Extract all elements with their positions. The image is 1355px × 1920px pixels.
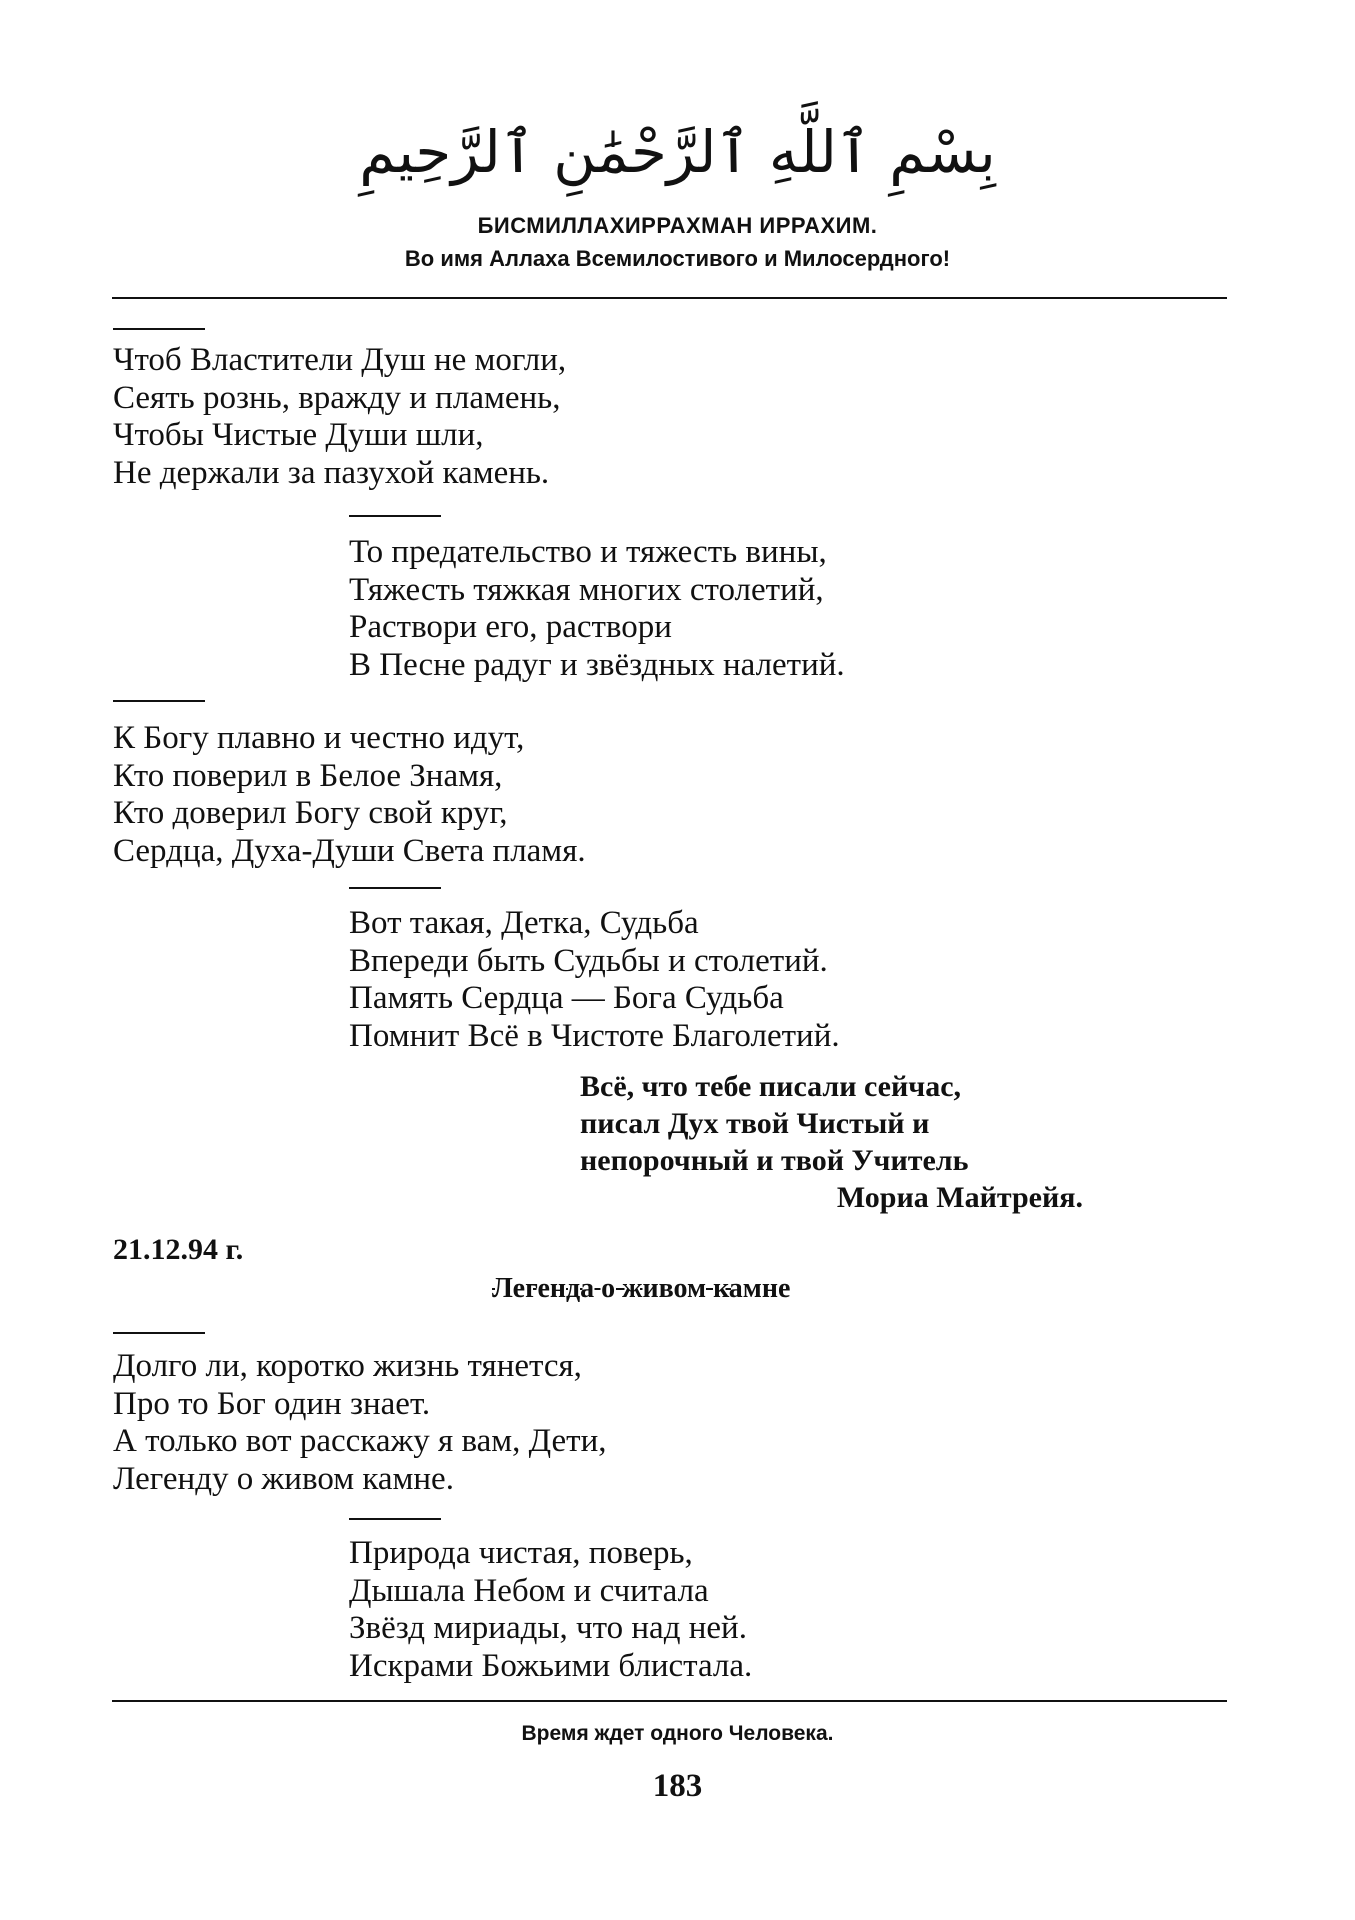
stanza-divider bbox=[349, 1518, 441, 1520]
verse-line: Тяжесть тяжкая многих столетий, bbox=[349, 571, 824, 608]
header-subtitle: Во имя Аллаха Всемилостивого и Милосердного! bbox=[404, 246, 951, 271]
legend-stanza-2 bbox=[349, 1535, 752, 1685]
legend-title: Легенда о живом камне bbox=[492, 1273, 791, 1304]
verse-line: К Богу плавно и честно идут, bbox=[113, 720, 525, 756]
signature-line: Всё, что тебе писали сейчас, bbox=[580, 1070, 962, 1103]
verse-line: Чтоб Властители Душ не могли, bbox=[113, 342, 567, 378]
verse-line: Кто доверил Богу свой круг, bbox=[113, 795, 508, 831]
signature-line: непорочный и твой Учитель bbox=[580, 1144, 969, 1177]
header-title: БИСМИЛЛАХИРРАХМАН ИРРАХИМ. bbox=[477, 213, 878, 238]
verse-line: Память Сердца — Бога Судьба bbox=[349, 980, 784, 1016]
verse-line: То предательство и тяжесть вины, bbox=[349, 534, 827, 570]
stanza-divider bbox=[113, 700, 205, 702]
legend-stanza-1 bbox=[113, 1348, 607, 1498]
footer-motto: Время ждет одного Человека. bbox=[521, 1722, 834, 1745]
verse-line: Искрами Божьими блистала. bbox=[349, 1647, 753, 1684]
bismillah-calligraphy: بِسْمِ ٱللَّهِ ٱلرَّحْمَٰنِ ٱلرَّحِيمِ bbox=[359, 118, 996, 186]
verse-line: Дышала Небом и считала bbox=[349, 1572, 709, 1609]
verse-line: Не держали за пазухой камень. bbox=[113, 454, 550, 491]
stanza-divider bbox=[349, 515, 441, 517]
page-number: 183 bbox=[652, 1768, 703, 1804]
stanza-divider bbox=[113, 1332, 205, 1334]
verse-line: Помнит Всё в Чистоте Благолетий. bbox=[349, 1017, 840, 1054]
signature-author: Мориа Майтрейя. bbox=[836, 1181, 1083, 1214]
verse-line: А только вот расскажу я вам, Дети, bbox=[113, 1423, 607, 1459]
verse-line: Сердца, Духа-Души Света пламя. bbox=[113, 832, 586, 869]
verse-line: В Песне радуг и звёздных налетий. bbox=[349, 646, 845, 683]
stanza-4 bbox=[349, 905, 840, 1055]
signature-line: писал Дух твой Чистый и bbox=[580, 1107, 930, 1140]
stanza-3 bbox=[113, 720, 586, 870]
signature-block bbox=[580, 1068, 968, 1179]
verse-line: Кто поверил в Белое Знамя, bbox=[113, 757, 503, 794]
verse-line: Раствори его, раствори bbox=[349, 609, 672, 645]
verse-line: Про то Бог один знает. bbox=[113, 1385, 431, 1422]
verse-line: Природа чистая, поверь, bbox=[349, 1535, 693, 1571]
stanza-divider bbox=[113, 328, 205, 330]
verse-line: Звёзд мириады, что над ней. bbox=[349, 1610, 747, 1646]
stanza-1 bbox=[113, 342, 566, 492]
verse-line: Легенду о живом камне. bbox=[113, 1460, 454, 1497]
stanza-2 bbox=[349, 534, 845, 684]
verse-line: Чтобы Чистые Души шли, bbox=[113, 417, 484, 453]
entry-date: 21.12.94 г. bbox=[113, 1233, 244, 1266]
verse-line: Долго ли, коротко жизнь тянется, bbox=[113, 1348, 582, 1384]
verse-line: Сеять рознь, вражду и пламень, bbox=[113, 379, 561, 416]
footer-rule bbox=[112, 1700, 1227, 1702]
stanza-divider bbox=[349, 887, 441, 889]
verse-line: Впереди быть Судьбы и столетий. bbox=[349, 942, 828, 979]
verse-line: Вот такая, Детка, Судьба bbox=[349, 905, 699, 941]
header-rule bbox=[112, 297, 1227, 299]
